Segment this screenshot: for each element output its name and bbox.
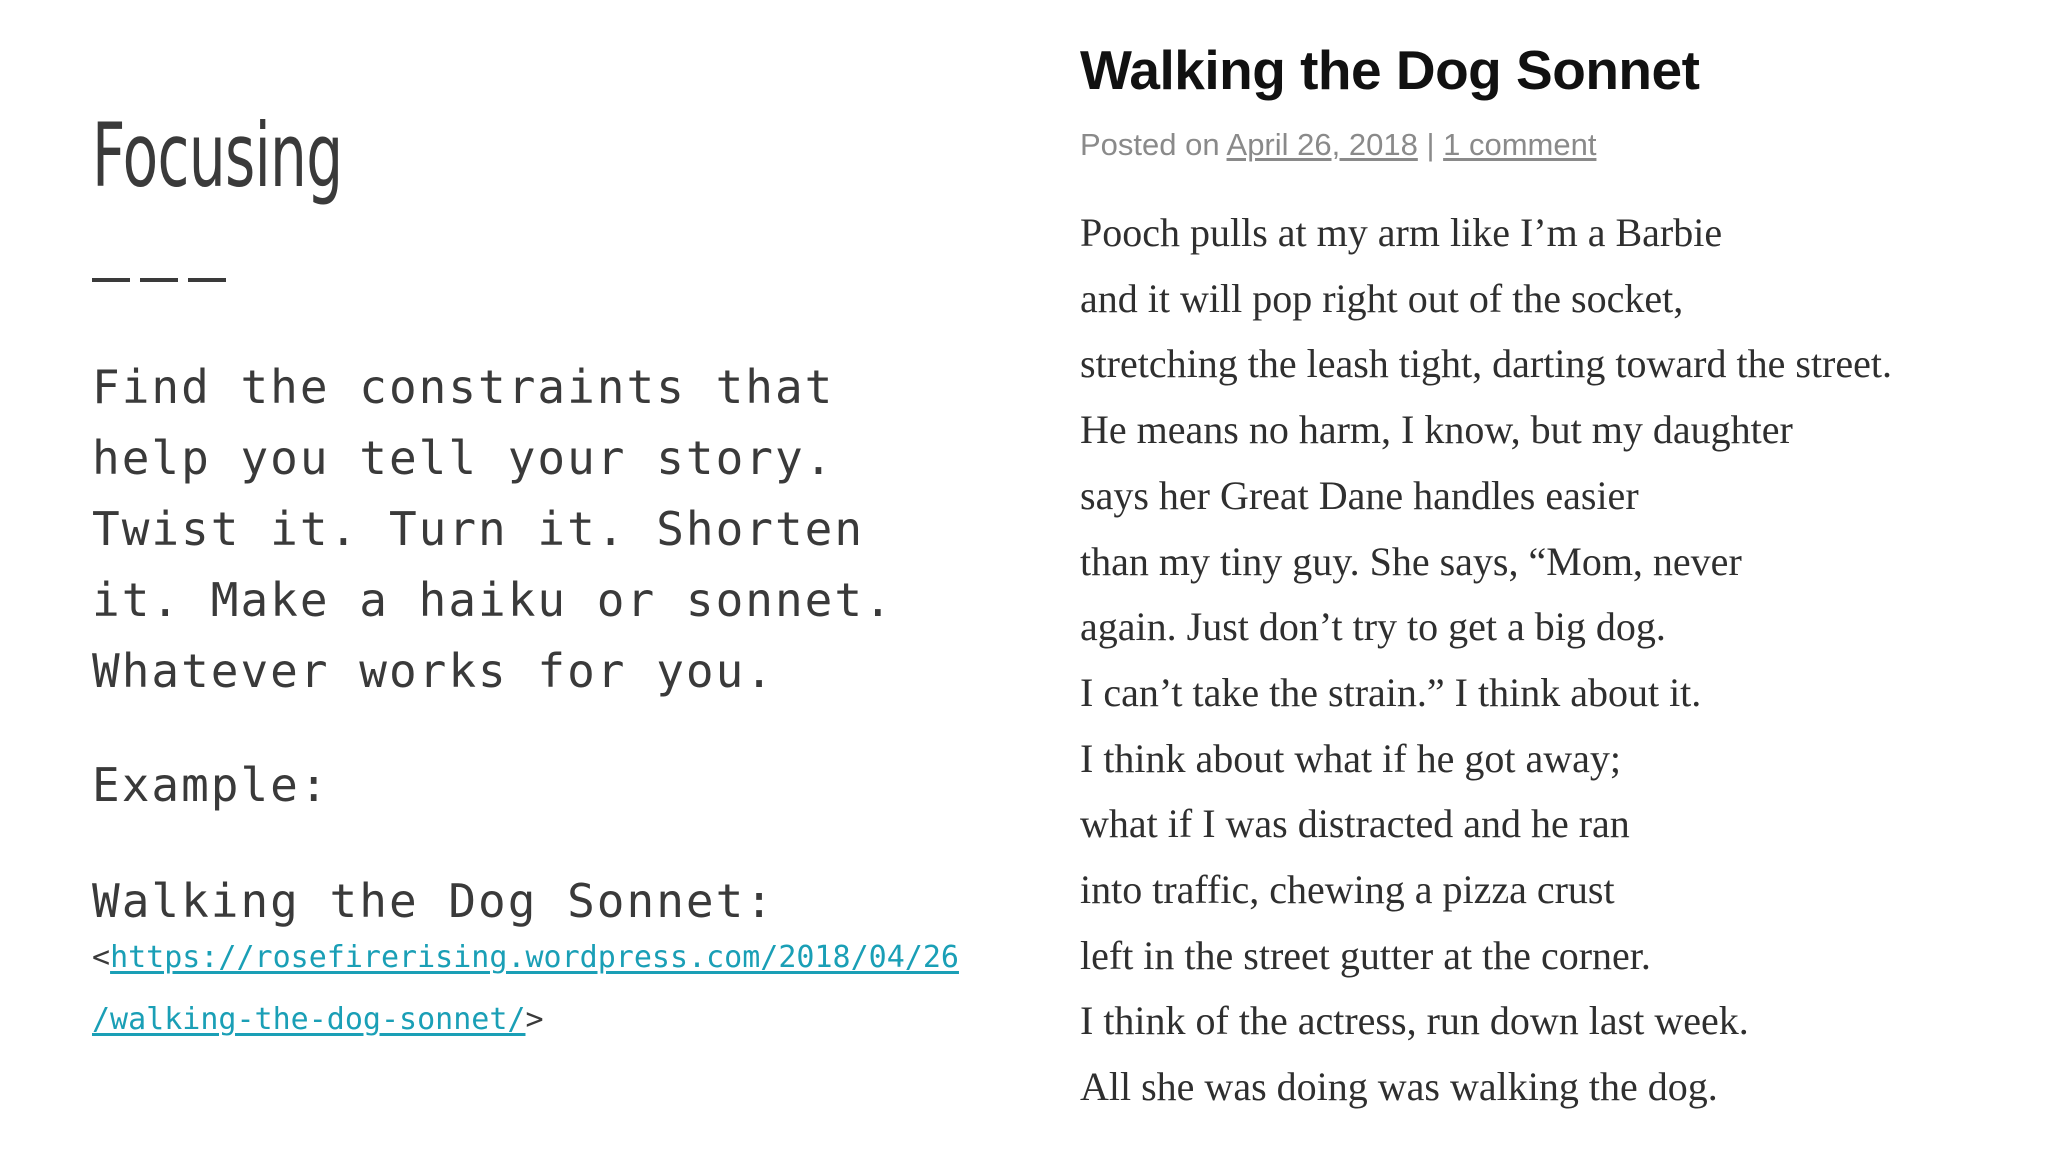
example-label: Example: [92, 758, 330, 812]
poem-line: and it will pop right out of the socket, [1080, 275, 1684, 321]
poem-line: what if I was distracted and he ran [1080, 801, 1630, 847]
poem-line: stretching the leash tight, darting toward the street. [1080, 341, 1892, 387]
poem-line: He means no harm, I know, but my daughter [1080, 407, 1793, 453]
source-link-part-1[interactable]: https://rosefirerising.wordpress.com/2018/04/26 [110, 940, 959, 975]
source-link-line-1 [92, 938, 959, 978]
sonnet-title-label: Walking the Dog Sonnet: [92, 874, 775, 928]
post-meta-separator: | [1417, 127, 1444, 162]
poem-line: left in the street gutter at the corner. [1080, 932, 1651, 978]
source-link-line-2 [92, 1000, 544, 1040]
poem-line: I can’t take the strain.” I think about it. [1080, 669, 1702, 715]
poem-line: again. Just don’t try to get a big dog. [1080, 604, 1666, 650]
slide-body-text: Find the constraints that help you tell your story. Twist it. Turn it. Shorten it. Make a haiku or sonnet. Whatever works for you. [92, 360, 894, 698]
post-title: Walking the Dog Sonnet [1080, 39, 1700, 101]
post-meta-prefix: Posted on [1080, 127, 1227, 162]
link-close-bracket: > [525, 1002, 544, 1037]
poem-line: says her Great Dane handles easier [1080, 472, 1639, 518]
poem-line: Pooch pulls at my arm like I’m a Barbie [1080, 210, 1723, 255]
post-meta [1080, 120, 1596, 170]
source-link-part-2[interactable]: /walking-the-dog-sonnet/ [92, 1002, 526, 1037]
poem-lines [1080, 200, 2040, 1120]
poem-line: I think about what if he got away; [1080, 735, 1621, 781]
poem-line: All she was doing was walking the dog. [1080, 1064, 1718, 1110]
slide-title: Focusing [92, 104, 343, 207]
blog-post-screenshot [1060, 0, 2048, 1152]
poem-line: than my tiny guy. She says, “Mom, never [1080, 538, 1742, 584]
link-open-bracket: < [92, 940, 111, 975]
post-comments-link[interactable]: 1 comment [1443, 127, 1597, 162]
poem-line: into traffic, chewing a pizza crust [1080, 867, 1615, 913]
post-date-link[interactable]: April 26, 2018 [1226, 127, 1418, 162]
title-divider [92, 270, 232, 290]
poem-line: I think of the actress, run down last week. [1080, 998, 1749, 1044]
